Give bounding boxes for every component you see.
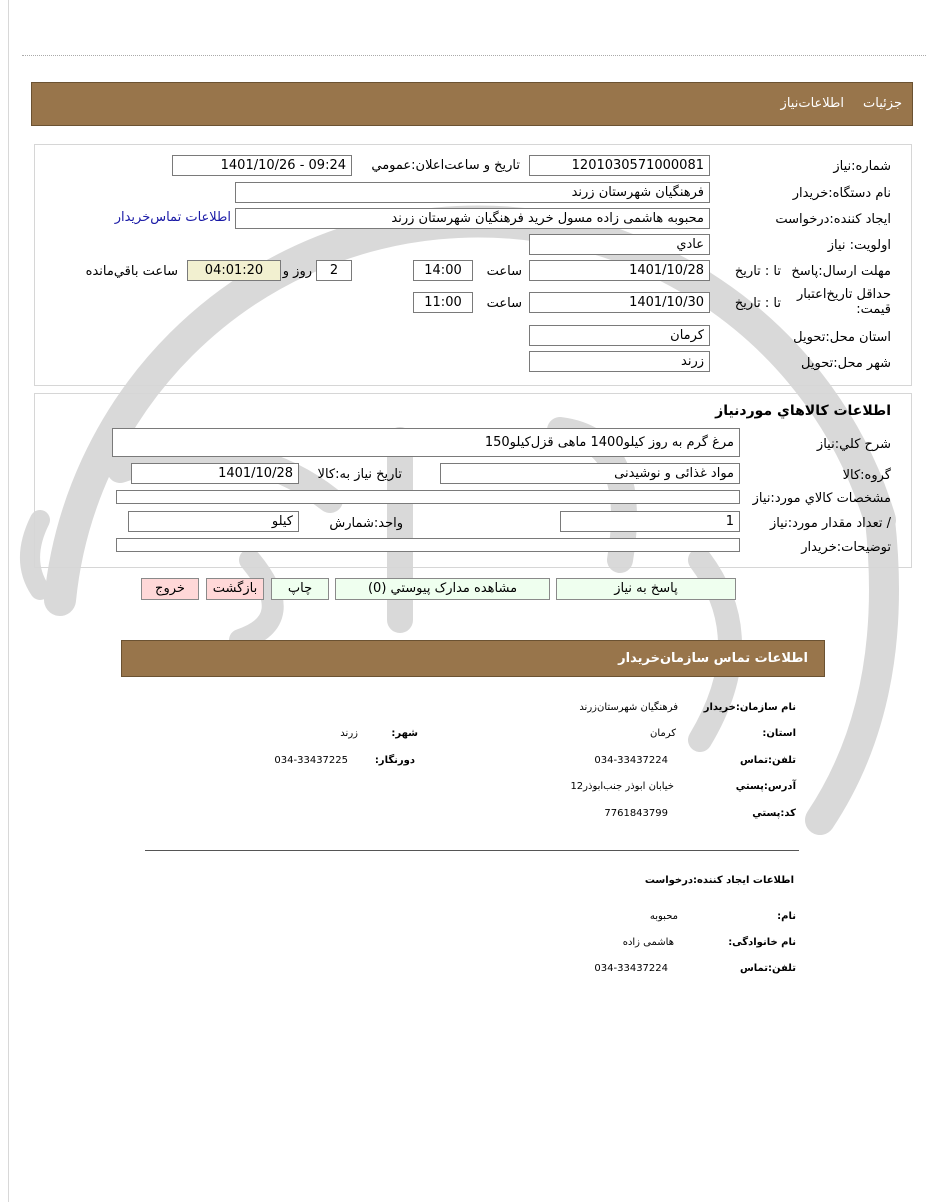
creator-name-value: محبوبه (649, 911, 678, 922)
validity-time-field: 11:00 (413, 292, 473, 313)
org-name-label: نام سازمان:خريدار (703, 702, 796, 713)
contact-city-value: زرند (340, 728, 358, 739)
goods-group-label: گروه:کالا (842, 468, 891, 483)
deadline-time-field: 14:00 (413, 260, 473, 281)
goods-specs-field (116, 490, 740, 504)
creator-section-title: اطلاعات ايجاد کننده:درخواست (644, 875, 794, 886)
remaining-time-field: 04:01:20 (187, 260, 281, 281)
delivery-province-label: استان محل:تحويل (793, 330, 891, 345)
print-button[interactable]: چاپ (271, 578, 329, 600)
deadline-label: مهلت ارسال:پاسخ (791, 264, 891, 279)
delivery-city-label: شهر محل:تحويل (801, 356, 891, 371)
contact-phone-value: 034-33437224 (594, 755, 668, 766)
validity-time-label: ساعت (486, 296, 522, 311)
creator-name-label: نام: (777, 911, 796, 922)
validity-label: حداقل تاريخ‌اعتبار قيمت: (797, 287, 891, 317)
buyer-org-label: نام دستگاه:خريدار (792, 186, 891, 201)
contact-province-value: کرمان (649, 728, 676, 739)
org-name-value: فرهنگیان شهرستان‌زرند (579, 702, 678, 713)
buyer-notes-field (116, 538, 740, 552)
buyer-org-field: فرهنگیان شهرستان زرند (235, 182, 710, 203)
details-header-bar (31, 82, 913, 126)
deadline-time-label: ساعت (486, 264, 522, 279)
priority-field: عادي (529, 234, 710, 255)
deadline-date-field: 1401/10/28 (529, 260, 710, 281)
need-date-label: تاريخ نياز به:کالا (317, 467, 402, 482)
announce-label: تاريخ و ساعت‌اعلان:عمومي (371, 158, 520, 173)
delivery-province-field: کرمان (529, 325, 710, 346)
creator-family-label: نام خانوادگی: (728, 937, 796, 948)
deadline-to-date-label: تا : تاريخ (734, 264, 781, 279)
need-number-label: شماره:نیاز (833, 159, 891, 174)
quantity-label: / تعداد مقدار مورد:نياز (769, 516, 891, 531)
contact-fax-label: دورنگار: (374, 755, 415, 766)
contact-address-label: آدرس:پستي (735, 781, 796, 792)
quantity-field: 1 (560, 511, 740, 532)
remaining-label: ساعت باقي‌مانده (85, 264, 178, 279)
exit-button[interactable]: خروج (141, 578, 199, 600)
back-button[interactable]: بازگشت (206, 578, 264, 600)
creator-family-value: هاشمی زاده (622, 937, 674, 948)
view-attachments-button[interactable]: مشاهده مدارک پيوستي (0) (335, 578, 550, 600)
day-and-label: روز و (282, 264, 312, 279)
contact-phone-label: تلفن:تماس (739, 755, 796, 766)
contact-province-label: استان: (762, 728, 796, 739)
announce-field: 1401/10/26 - 09:24 (172, 155, 352, 176)
creator-label: ايجاد کننده:درخواست (775, 212, 891, 227)
need-number-field: 1201030571000081 (529, 155, 710, 176)
goods-specs-label: مشخصات کالاي مورد:نياز (752, 491, 891, 506)
need-date-field: 1401/10/28 (131, 463, 299, 484)
contact-city-label: شهر: (391, 728, 418, 739)
goods-group-field: مواد غذائی و نوشیدنی (440, 463, 740, 484)
general-desc-field: مرغ گرم به روز کیلو1400 ماهی قزل‌کیلو150 (112, 428, 740, 457)
contact-postal-value: 7761843799 (604, 808, 668, 819)
tab-need-info[interactable]: اطلاعات‌نیاز (780, 96, 844, 111)
reply-button[interactable]: پاسخ به نياز (556, 578, 736, 600)
priority-label: اولويت: نياز (827, 238, 891, 253)
validity-date-field: 1401/10/30 (529, 292, 710, 313)
tab-details[interactable]: جزئیات (863, 96, 902, 111)
contact-divider (145, 850, 799, 851)
buyer-notes-label: توضيحات:خريدار (801, 540, 891, 555)
delivery-city-field: زرند (529, 351, 710, 372)
unit-label: واحد:شمارش (329, 516, 403, 531)
buyer-contact-header (121, 640, 825, 677)
buyer-contact-title: اطلاعات تماس سازمان‌خريدار (618, 651, 808, 666)
creator-phone-label: تلفن:تماس (739, 963, 796, 974)
creator-phone-value: 034-33437224 (594, 963, 668, 974)
days-remaining-field: 2 (316, 260, 352, 281)
contact-fax-value: 034-33437225 (274, 755, 348, 766)
contact-address-value: خیابان ابوذر جنب‌ابوذر12 (570, 781, 674, 792)
contact-postal-label: کد:پستي (752, 808, 796, 819)
creator-field: محبوبه هاشمی زاده مسول خرید فرهنگیان شهرستان زرند (235, 208, 710, 229)
unit-field: کیلو (128, 511, 299, 532)
general-desc-label: شرح کلي:نياز (816, 437, 891, 452)
buyer-contact-link[interactable]: اطلاعات تماس‌خريدار (114, 210, 231, 225)
goods-section-title: اطلاعات کالاهاي موردنياز (715, 403, 891, 419)
validity-to-date-label: تا : تاريخ (734, 296, 781, 311)
